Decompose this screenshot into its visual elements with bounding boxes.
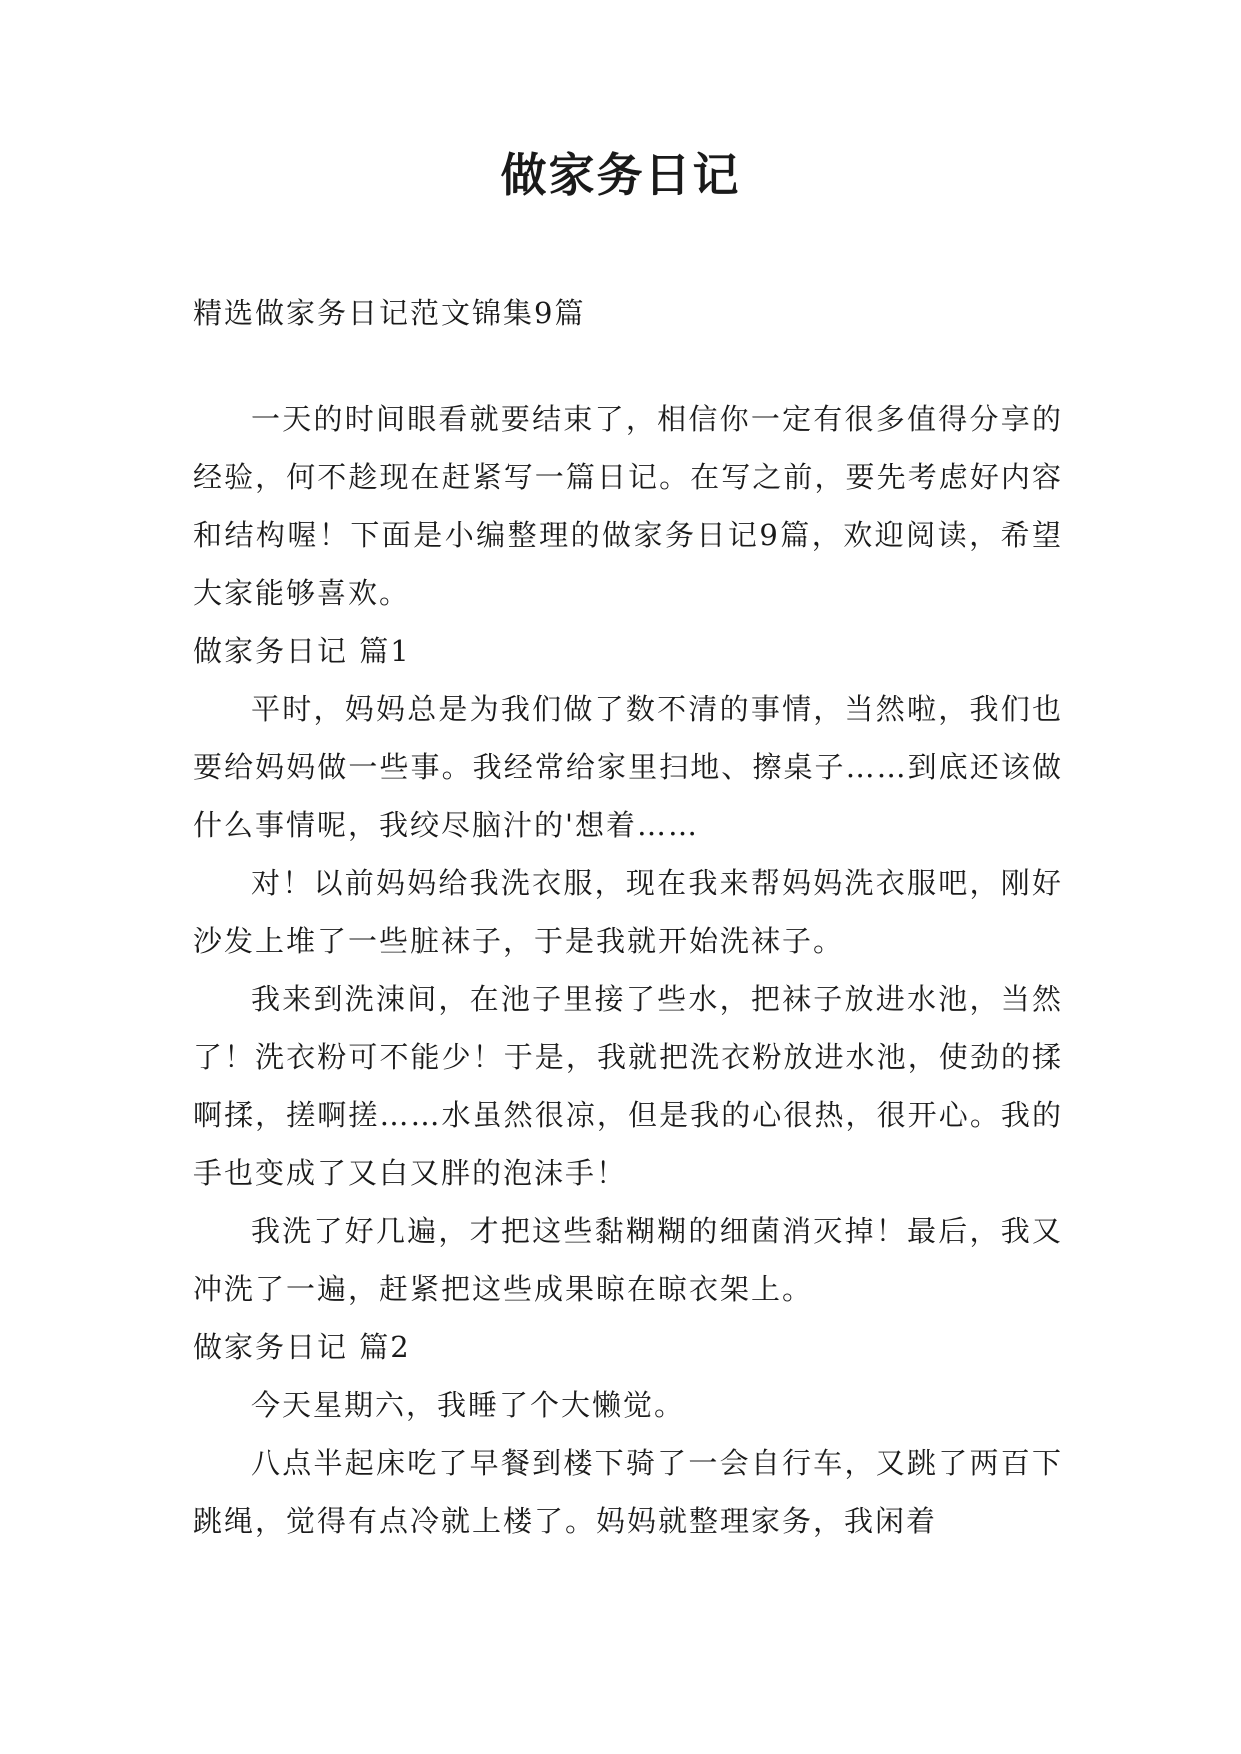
section-heading: 做家务日记 篇1 xyxy=(193,634,411,668)
intro-paragraph: 一天的时间眼看就要结束了，相信你一定有很多值得分享的经验，何不趁现在赶紧写一篇日记。在写之前，要先考虑好内容和结构喔！下面是小编整理的做家务日记9篇，欢迎阅读，希望大家能够喜欢。 xyxy=(193,402,1063,610)
section-paragraph: 对！以前妈妈给我洗衣服，现在我来帮妈妈洗衣服吧，刚好沙发上堆了一些脏袜子，于是我就开始洗袜子。 xyxy=(193,866,1063,958)
section-2 xyxy=(193,1318,1063,1550)
document-title: 做家务日记 xyxy=(500,148,741,202)
section-paragraph: 我洗了好几遍，才把这些黏糊糊的细菌消灭掉！最后，我又冲洗了一遍，赶紧把这些成果晾在晾衣架上。 xyxy=(193,1214,1063,1306)
section-paragraph: 今天星期六，我睡了个大懒觉。 xyxy=(251,1388,686,1422)
section-heading: 做家务日记 篇2 xyxy=(193,1330,411,1364)
section-1 xyxy=(193,622,1063,1318)
section-paragraph: 我来到洗涑间，在池子里接了些水，把袜子放进水池，当然了！洗衣粉可不能少！于是，我就把洗衣粉放进水池，使劲的揉啊揉，搓啊搓……水虽然很凉，但是我的心很热，很开心。我的手也变成了又白又胖的泡沫手！ xyxy=(193,982,1063,1190)
section-paragraph: 八点半起床吃了早餐到楼下骑了一会自行车，又跳了两百下跳绳，觉得有点冷就上楼了。妈妈就整理家务，我闲着 xyxy=(193,1446,1063,1538)
section-paragraph: 平时，妈妈总是为我们做了数不清的事情，当然啦，我们也要给妈妈做一些事。我经常给家里扫地、擦桌子……到底还该做什么事情呢，我绞尽脑汁的'想着…… xyxy=(193,692,1063,842)
document-subtitle: 精选做家务日记范文锦集9篇 xyxy=(193,296,586,330)
document-body xyxy=(193,284,1063,1550)
